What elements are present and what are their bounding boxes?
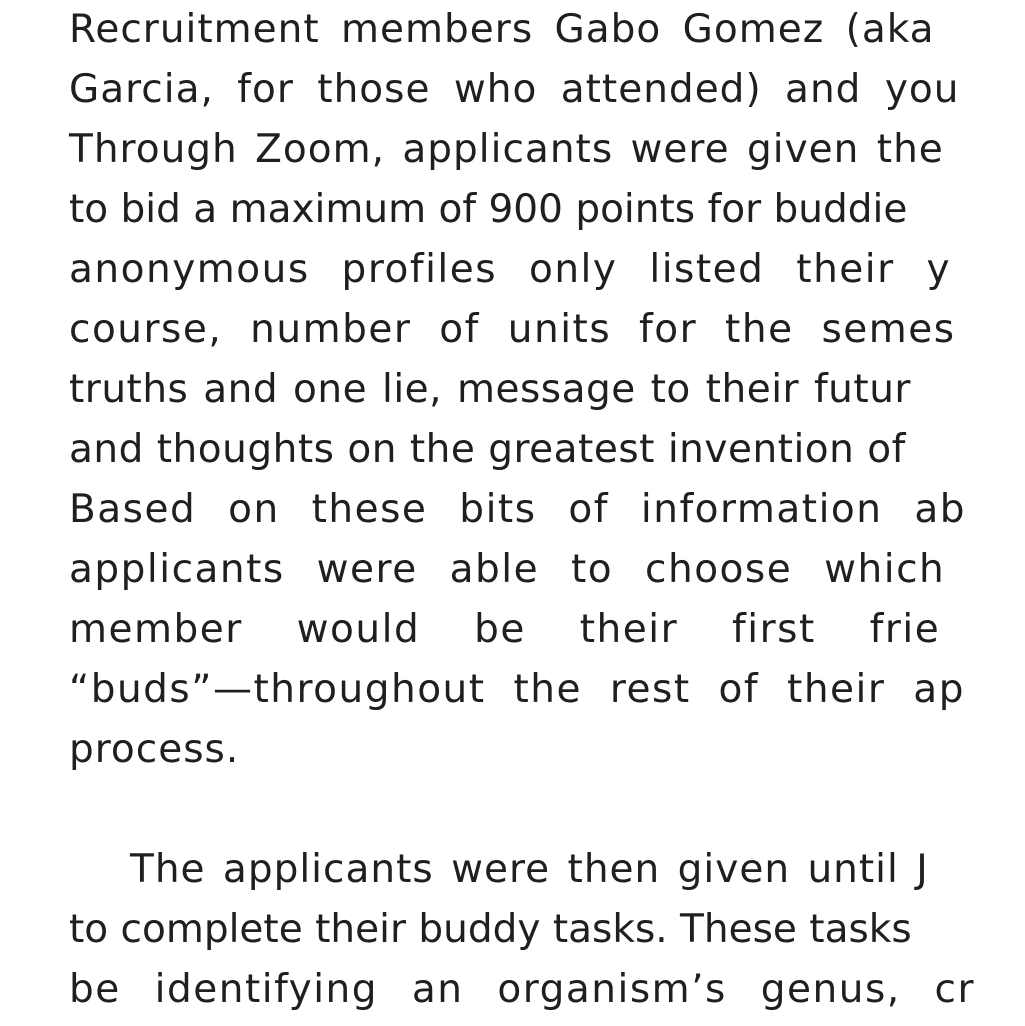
text-line: Recruitment members Gabo Gomez (aka — [69, 7, 935, 52]
text-line: The applicants were then given until J — [130, 847, 929, 892]
text-line: to bid a maximum of 900 points for buddie — [69, 187, 908, 232]
text-line: truths and one lie, message to their futur — [69, 367, 911, 412]
text-line: process. — [69, 727, 240, 772]
text-line: and thoughts on the greatest invention of — [69, 427, 906, 472]
text-line: applicants were able to choose which — [69, 547, 946, 592]
text-line: to complete their buddy tasks. These tasks — [69, 907, 912, 952]
text-line: “buds”—throughout the rest of their ap — [69, 667, 965, 712]
text-line: be identifying an organism’s genus, cr — [69, 967, 976, 1012]
text-line: anonymous profiles only listed their y — [69, 247, 952, 292]
text-line: Based on these bits of information ab — [69, 487, 967, 532]
text-line: member would be their first frie — [69, 607, 941, 652]
text-line: Through Zoom, applicants were given the — [69, 127, 944, 172]
text-line: course, number of units for the semes — [69, 307, 956, 352]
text-line: Garcia, for those who attended) and you — [69, 67, 960, 112]
